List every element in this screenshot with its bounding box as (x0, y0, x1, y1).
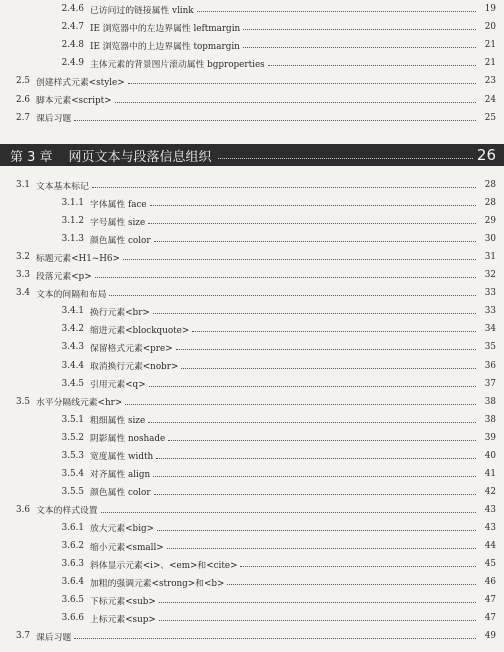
entry-page: 41 (484, 468, 496, 479)
leader-dots (192, 330, 476, 332)
entry-number: 2.4.6 (61, 4, 84, 14)
leader-dots (240, 565, 476, 567)
toc-entry[interactable] (0, 627, 504, 645)
leader-dots (74, 119, 476, 121)
entry-number: 3.2 (16, 252, 30, 263)
entry-number: 3.5.2 (61, 432, 84, 443)
entry-page: 49 (484, 631, 496, 642)
entry-page: 28 (484, 180, 496, 190)
entry-number: 3.6.1 (61, 522, 84, 533)
toc-entry[interactable] (0, 483, 504, 501)
entry-title: 颜色属性 color (90, 235, 151, 246)
entry-number: 3.6.6 (61, 613, 84, 624)
entry-number: 3.5.4 (61, 468, 84, 479)
entry-title: 对齐属性 align (90, 470, 151, 481)
entry-page: 24 (484, 94, 496, 105)
entry-page: 36 (484, 360, 496, 371)
leader-dots (176, 348, 476, 350)
entry-title: 保留格式元素<pre> (90, 343, 173, 354)
entry-number: 3.4 (16, 288, 30, 299)
toc-entry[interactable] (0, 0, 504, 18)
entry-page: 19 (484, 4, 496, 14)
entry-page: 43 (484, 522, 496, 533)
toc-entry[interactable] (0, 194, 504, 212)
toc-entry[interactable] (0, 555, 504, 573)
leader-dots (123, 258, 476, 260)
entry-number: 2.6 (16, 94, 30, 105)
toc-entry[interactable] (0, 519, 504, 537)
leader-dots (154, 493, 476, 495)
leader-dots (149, 385, 476, 387)
entry-title: 粗细属性 size (90, 416, 146, 427)
entry-title: 文本的样式设置 (36, 506, 98, 517)
toc-entry[interactable] (0, 357, 504, 375)
entry-title: 斜体显示元素<i>、<em>和<cite> (90, 560, 238, 571)
leader-dots (153, 475, 476, 477)
entry-number: 3.6.2 (61, 541, 84, 551)
toc-entry[interactable] (0, 411, 504, 429)
entry-page: 40 (484, 450, 496, 461)
entry-page: 35 (484, 342, 496, 353)
toc-entry[interactable] (0, 91, 504, 109)
entry-title: 宽度属性 width (90, 452, 154, 463)
toc-entry[interactable] (0, 72, 504, 90)
entry-number: 3.1.3 (61, 234, 84, 245)
entry-number: 2.7 (16, 112, 30, 123)
entry-title: 放大元素<big> (90, 524, 155, 535)
leader-dots (197, 10, 476, 12)
entry-page: 34 (484, 324, 496, 335)
entry-title: 下标元素<sub> (90, 596, 156, 607)
entry-title: 引用元素<q> (90, 380, 146, 391)
toc-entry[interactable] (0, 393, 504, 411)
entry-title: 段落元素<p> (36, 271, 92, 282)
entry-page: 20 (484, 22, 496, 33)
toc-entry[interactable] (0, 465, 504, 483)
entry-number: 3.1.1 (61, 198, 84, 209)
chapter-number: 第 3 章 (10, 149, 53, 165)
entry-page: 43 (484, 504, 496, 515)
toc-entry[interactable] (0, 54, 504, 72)
entry-page: 33 (484, 288, 496, 299)
entry-page: 31 (484, 252, 496, 263)
entry-page: 38 (484, 414, 496, 425)
chapter-header[interactable] (0, 144, 504, 166)
entry-number: 3.7 (16, 631, 30, 642)
entry-title: 已访问过的链接属性 vlink (90, 5, 194, 16)
leader-dots (218, 157, 473, 159)
toc-entry[interactable] (0, 230, 504, 248)
leader-dots (168, 439, 476, 441)
leader-dots (153, 312, 476, 314)
entry-number: 3.4.3 (61, 342, 84, 353)
entry-page: 47 (484, 595, 496, 606)
toc-entry[interactable] (0, 609, 504, 627)
toc-entry[interactable] (0, 18, 504, 36)
entry-title: 字体属性 face (90, 199, 147, 210)
entry-title: 缩进元素<blockquote> (90, 325, 190, 336)
entry-number: 3.6 (16, 504, 30, 515)
leader-dots (227, 583, 476, 585)
entry-number: 3.5 (16, 396, 30, 407)
leader-dots (159, 619, 476, 621)
entry-number: 3.3 (16, 270, 30, 281)
entry-title: 文本的间隔和布局 (36, 289, 107, 300)
toc-entry[interactable] (0, 537, 504, 555)
entry-title: 水平分隔线元素<hr> (36, 398, 123, 409)
entry-number: 2.5 (16, 76, 30, 87)
toc-entry[interactable] (0, 109, 504, 127)
toc-entry[interactable] (0, 338, 504, 356)
entry-number: 3.4.2 (61, 324, 84, 335)
toc-entry[interactable] (0, 501, 504, 519)
leader-dots (128, 82, 476, 84)
entry-title: 取消换行元素<nobr> (90, 362, 179, 372)
leader-dots (156, 457, 476, 459)
leader-dots (157, 529, 476, 531)
entry-number: 3.6.3 (61, 559, 84, 570)
entry-title: 文本基本标记 (36, 181, 89, 192)
entry-page: 39 (484, 432, 496, 443)
entry-page: 21 (484, 58, 496, 69)
toc-entry[interactable] (0, 248, 504, 266)
entry-page: 46 (484, 577, 496, 588)
leader-dots (154, 240, 476, 242)
entry-title: 脚本元素<script> (36, 96, 112, 106)
entry-page: 25 (484, 112, 496, 123)
entry-number: 3.5.5 (61, 486, 84, 497)
leader-dots (101, 511, 476, 513)
entry-page: 29 (484, 216, 496, 227)
entry-page: 37 (484, 378, 496, 389)
entry-number: 3.4.1 (61, 306, 84, 317)
leader-dots (92, 186, 476, 188)
entry-title: 创建样式元素<style> (36, 77, 125, 88)
entry-page: 45 (484, 559, 496, 570)
leader-dots (95, 276, 476, 278)
toc-entry[interactable] (0, 375, 504, 393)
leader-dots (150, 204, 476, 206)
entry-number: 3.6.5 (61, 595, 84, 606)
entry-page: 33 (484, 306, 496, 317)
toc-entry[interactable] (0, 302, 504, 320)
toc-entry[interactable] (0, 320, 504, 338)
entry-title: 课后习题 (36, 632, 72, 643)
entry-title: 加粗的强调元素<strong>和<b> (90, 578, 225, 589)
entry-number: 3.4.5 (61, 378, 84, 389)
chapter-page: 26 (476, 146, 496, 164)
leader-dots (268, 64, 476, 66)
entry-number: 3.5.3 (61, 450, 84, 461)
entry-number: 2.4.9 (61, 58, 84, 69)
entry-number: 2.4.8 (61, 40, 84, 51)
toc-entry[interactable] (0, 266, 504, 284)
entry-title: 字号属性 size (90, 217, 146, 228)
toc-entry[interactable] (0, 212, 504, 230)
leader-dots (159, 601, 476, 603)
entry-page: 42 (484, 486, 496, 497)
entry-page: 21 (484, 40, 496, 51)
entry-title: IE 浏览器中的左边界属性 leftmargin (90, 23, 241, 34)
entry-number: 2.4.7 (61, 22, 84, 33)
entry-title: 主体元素的背景图片滚动属性 bgproperties (90, 59, 265, 70)
entry-page: 38 (484, 396, 496, 407)
entry-number: 3.1 (16, 180, 30, 190)
leader-dots (181, 367, 476, 369)
toc-entry[interactable] (0, 429, 504, 447)
entry-title: 标题元素<H1~H6> (36, 253, 120, 264)
toc-entry[interactable] (0, 591, 504, 609)
entry-title: 缩小元素<small> (90, 542, 164, 553)
entry-page: 23 (484, 76, 496, 87)
entry-page: 28 (484, 198, 496, 209)
entry-page: 44 (484, 541, 496, 551)
leader-dots (115, 101, 476, 103)
toc-entry[interactable] (0, 36, 504, 54)
toc-entry[interactable] (0, 176, 504, 194)
entry-title: 课后习题 (36, 114, 72, 125)
entry-page: 47 (484, 613, 496, 624)
leader-dots (74, 637, 476, 639)
leader-dots (167, 547, 476, 549)
chapter-title: 网页文本与段落信息组织 (68, 149, 212, 165)
entry-title: IE 浏览器中的上边界属性 topmargin (90, 41, 240, 52)
entry-number: 3.4.4 (61, 360, 84, 371)
entry-number: 3.5.1 (61, 414, 84, 425)
toc-entry[interactable] (0, 284, 504, 302)
toc-entry[interactable] (0, 447, 504, 465)
leader-dots (109, 294, 476, 296)
leader-dots (125, 403, 476, 405)
entry-number: 3.1.2 (61, 216, 84, 227)
entry-title: 换行元素<br> (90, 307, 150, 318)
toc-entry[interactable] (0, 573, 504, 591)
entry-title: 阴影属性 noshade (90, 434, 166, 445)
entry-page: 32 (484, 270, 496, 281)
leader-dots (148, 421, 476, 423)
leader-dots (148, 222, 476, 224)
entry-title: 上标元素<sup> (90, 614, 156, 625)
entry-page: 30 (484, 234, 496, 245)
entry-number: 3.6.4 (61, 577, 84, 588)
entry-title: 颜色属性 color (90, 488, 151, 499)
leader-dots (243, 28, 476, 30)
leader-dots (243, 46, 476, 48)
